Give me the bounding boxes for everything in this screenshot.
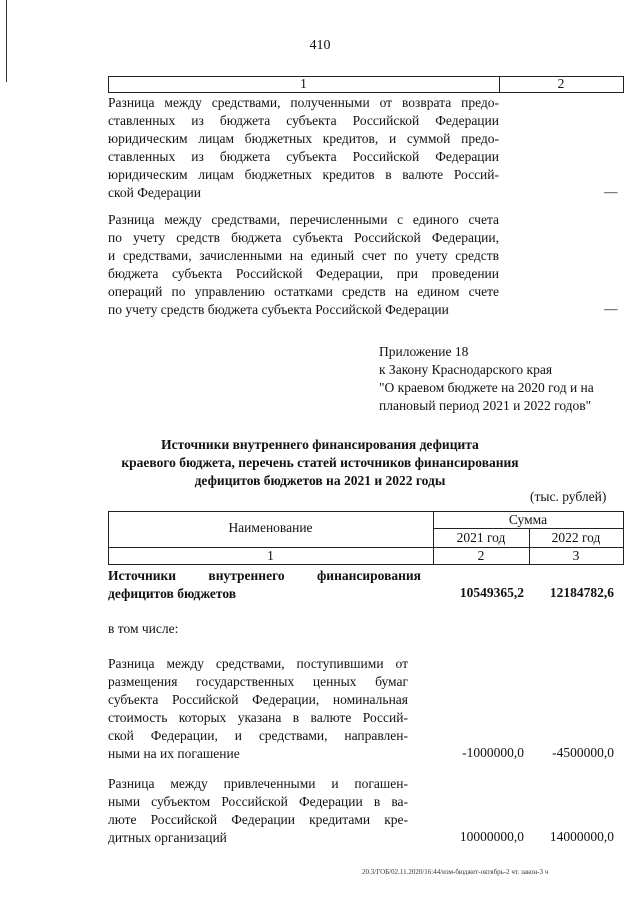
value-dash: — [604, 184, 618, 199]
row-text-line: ными на их погашение [108, 746, 240, 761]
row-text-line: размещения государственных ценных бумаг [108, 674, 408, 689]
text-line: и средствами, зачисленными на единый счет по учету средств [108, 248, 499, 263]
value-2022: -4500000,0 [552, 745, 614, 760]
text-line: по учету средств бюджета субъекта Российской Федерации, [108, 230, 499, 245]
text-line: ставленных из бюджета субъекта Российской Федерации [108, 149, 499, 164]
value-2022: 12184782,6 [549, 585, 614, 600]
column-number-1: 1 [267, 548, 274, 563]
row-text-line: люте Российской Федерации кредитами кре- [108, 812, 408, 827]
page-number: 410 [309, 38, 331, 53]
value-dash: — [604, 301, 618, 316]
appendix-line: плановый период 2021 и 2022 годов" [379, 398, 592, 413]
row-text-line: дефицитов бюджетов [108, 586, 237, 601]
top-table-col1-header: 1 [300, 76, 307, 91]
row-text-line: в том числе: [108, 621, 179, 636]
title-line: краевого бюджета, перечень статей источников финансирования [121, 455, 519, 470]
text-line: юридическим лицам бюджетных кредитов в валюте Россий- [108, 167, 499, 182]
value-2021: 10000000,0 [459, 829, 524, 844]
year-2021-header: 2021 год [456, 530, 506, 545]
value-2021: 10549365,2 [459, 585, 524, 600]
text-line: юридическим лицам бюджетных кредитов, и суммой предо- [108, 131, 499, 146]
top-table-col2-header: 2 [557, 76, 565, 91]
text-line: по учету средств бюджета субъекта Российской Федерации [108, 302, 449, 317]
column-number-2: 2 [477, 548, 485, 563]
column-number-3: 3 [572, 548, 580, 563]
value-2022: 14000000,0 [549, 829, 614, 844]
row-text-line: Источники внутреннего финансирования [108, 568, 421, 583]
row-text-line: Разница между привлеченными и погашен- [108, 776, 408, 791]
appendix-line: "О краевом бюджете на 2020 год и на [379, 380, 594, 395]
document-footer: 20.3/ГОБ/02.11.2020/16:44/изм-бюджет-октябрь-2 чт. закон-3 ч [362, 868, 549, 876]
appendix-line: Приложение 18 [379, 344, 469, 359]
text-line: Разница между средствами, перечисленными с единого счета [108, 212, 499, 227]
row-text-line: Разница между средствами, поступившими от [108, 656, 408, 671]
value-2021: -1000000,0 [462, 745, 524, 760]
row-text-line: субъекта Российской Федерации, номинальная [108, 692, 408, 707]
text-line: операций по управлению остатками средств на едином счете [108, 284, 499, 299]
text-line: бюджета субъекта Российской Федерации, при проведении [108, 266, 499, 281]
text-line: Разница между средствами, полученными от возврата предо- [108, 95, 499, 110]
appendix-line: к Закону Краснодарского края [379, 362, 553, 377]
row-text-line: ской Федерации, и средствами, направлен- [108, 728, 408, 743]
row-text-line: ными субъектом Российской Федерации в ва- [108, 794, 408, 809]
title-line: дефицитов бюджетов на 2021 и 2022 годы [194, 473, 446, 488]
text-line: ставленных из бюджета субъекта Российской Федерации [108, 113, 499, 128]
year-2022-header: 2022 год [551, 530, 601, 545]
row-text-line: стоимость которых указана в валюте Россий- [108, 710, 408, 725]
title-line: Источники внутреннего финансирования дефицита [161, 437, 479, 452]
row-text-line: дитных организаций [108, 830, 227, 845]
units-label: (тыс. рублей) [530, 489, 607, 504]
sum-column-header: Сумма [508, 512, 548, 527]
text-line: ской Федерации [108, 185, 201, 200]
name-column-header: Наименование [228, 520, 313, 535]
